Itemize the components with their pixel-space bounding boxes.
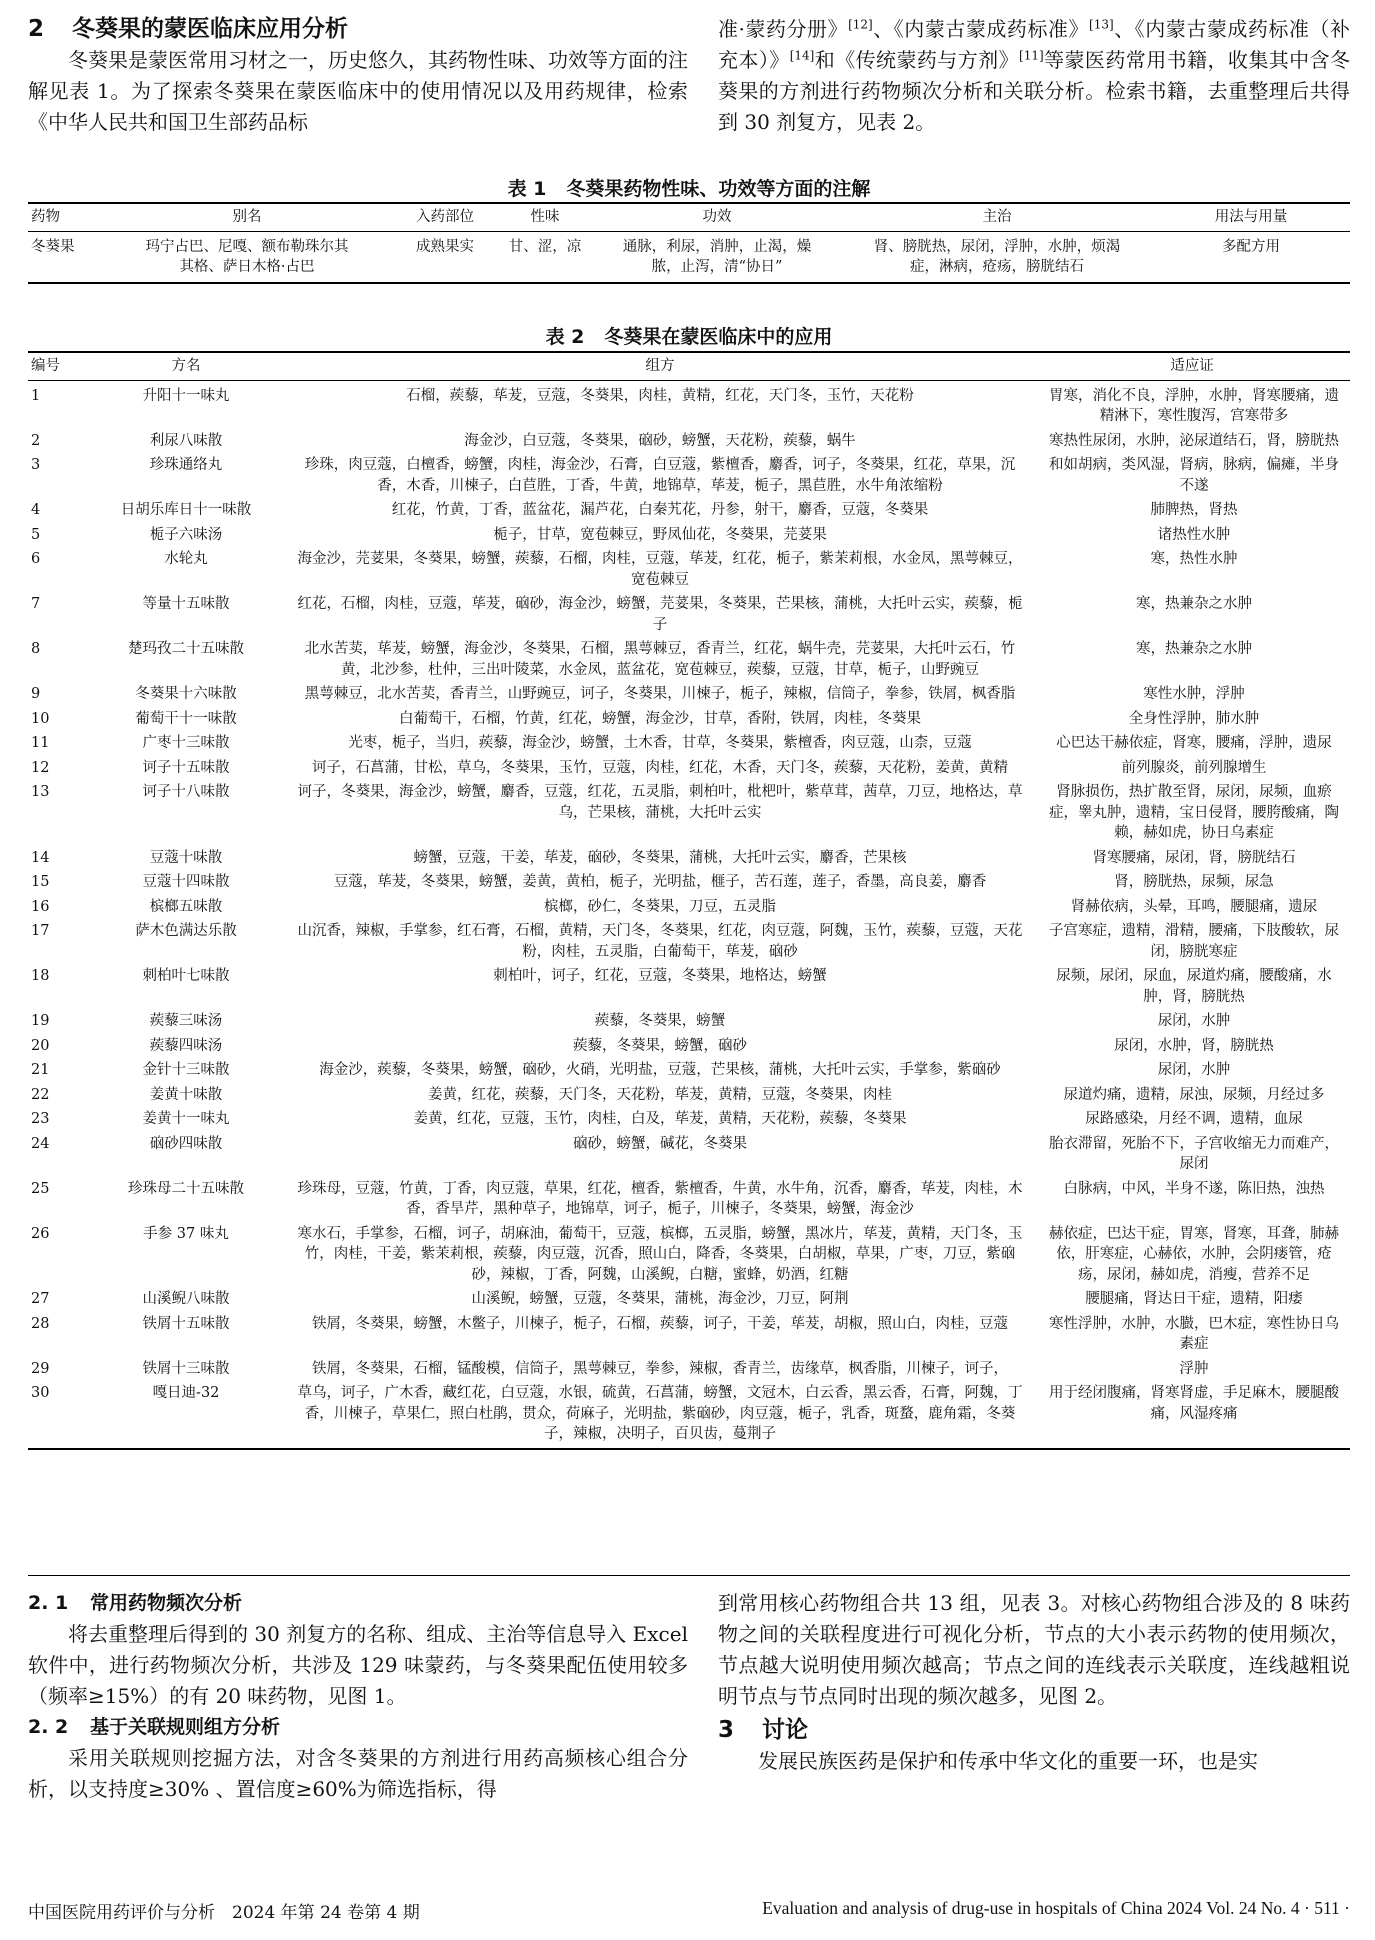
table-cell-indication: 肾寒腰痛，尿闭，肾，膀胱结石 [1092,849,1296,866]
table-cell-formula-name: 豆蔻十四味散 [142,874,230,890]
table-cell-composition: 螃蟹，豆蔻，干姜，荜茇，硇砂，冬葵果，蒲桃，大托叶云实，麝香，芒果核 [413,849,907,866]
table-2-header-row [28,352,1350,380]
table-cell-indication: 肺脾热，肾热 [1150,502,1238,518]
table-cell-number: 25 [31,1180,50,1197]
table-cell-indication: 前列腺炎，前列腺增生 [1121,759,1267,776]
table-row [28,1059,1350,1084]
table-cell-indication: 胎衣滞留，死胎不下，子宫收缩无力而难产，尿闭 [1049,1135,1339,1172]
table-cell-formula-name: 蒺藜四味汤 [149,1037,223,1054]
table-cell-indication: 尿闭，水肿，肾，膀胱热 [1114,1037,1274,1054]
table-row [28,1010,1350,1035]
table-cell-composition: 红花，竹黄，丁香，蓝盆花，漏芦花，白秦艽花，丹参，射干，麝香，豆蔻，冬葵果 [391,502,929,518]
table-header-cell: 别名 [232,209,262,225]
table-cell-indication: 子宫寒症，遗精，滑精，腰痛，下肢酸软，尿闭，膀胱寒症 [1049,923,1339,960]
table-cell-composition: 刺柏叶，诃子，红花，豆蔻，冬葵果，地格达，螃蟹 [493,968,827,984]
table-cell-formula-name: 豆蔻十味散 [149,849,223,866]
table-cell-formula-name: 铁屑十三味散 [142,1360,230,1377]
table-cell-number: 3 [31,457,41,473]
table-row [28,1382,1350,1449]
table-cell-indication: 用于经闭腹痛，肾寒肾虚，手足麻木，腰腿酸痛，风湿疼痛 [1049,1385,1339,1422]
table-cell-number: 11 [31,735,50,751]
table-1-title: 冬葵果药物性味、功效等方面的注解 [566,178,871,200]
table-cell-indication: 肾脉损伤，热扩散至肾，尿闭，尿频，血瘀症，睾丸肿，遗精，宝日侵肾，腰胯酸痛，陶赖，赫如虎，协日乌素症 [1049,784,1339,841]
table-cell-composition: 蒺藜，冬葵果，螃蟹，硇砂 [573,1037,747,1054]
table-row [28,781,1350,847]
table-cell-formula-name: 铁屑十五味散 [142,1315,230,1332]
table-cell-formula-name: 葡萄干十一味散 [135,710,237,727]
section-2-2-paragraph-continuation: 到常用核心药物组合共 13 组，见表 3。对核心药物组合涉及的 8 味药物之间的关联程度进行可视化分析，节点的大小表示药物的使用频次，节点越大说明使用频次越高；节点之间的连线表示关联度，连线越粗说明节点与节点同时出现的频次越多，见图 2。 [718,1591,1350,1708]
table-cell-composition: 诃子，石菖蒲，甘松，草乌，冬葵果，玉竹，豆蔻，肉桂，红花，木香，天门冬，蒺藜，天花粉，姜黄，黄精 [312,759,1008,776]
table-cell-formula-name: 金针十三味散 [142,1062,230,1078]
table-row [28,548,1350,593]
table-cell-effect: 通脉，利尿，消肿，止渴，燥脓，止泻，清“协日” [622,238,812,275]
reference-14: [14] [789,48,815,63]
table-row [28,454,1350,499]
table-header-cell: 性味 [530,209,560,225]
table-row [28,380,1350,430]
table-cell-composition: 山溪鲵，螃蟹，豆蔻，冬葵果，蒲桃，海金沙，刀豆，阿荆 [471,1291,849,1307]
table-header-cell: 方名 [171,358,201,374]
table-cell-number: 2 [31,432,41,449]
section-2-title: 冬葵果的蒙医临床应用分析 [72,16,348,42]
section-2-intro-continuation: 准·蒙药分册》[12]、《内蒙古蒙成药标准》[13]、《内蒙古蒙成药标准（补充本）》[14]和《传统蒙药与方剂》[11]等蒙医药常用书籍，收集其中含冬葵果的方剂进行药物频次分析和关联分析。检索书籍，去重整理后共得到 30 剂复方，见表 2。 [718,17,1351,134]
table-cell-indication: 尿道灼痛，遗精，尿浊，尿频，月经过多 [1063,1086,1325,1103]
table-cell-formula-name: 姜黄十味散 [149,1086,223,1103]
footer-journal-chinese: 中国医院用药评价与分析 2024 年第 24 卷第 4 期 [28,1903,420,1923]
table-row [28,1288,1350,1313]
table-cell-composition: 北水苦荬，荜茇，螃蟹，海金沙，冬葵果，石榴，黑萼棘豆，香青兰，红花，蜗牛壳，芫荽果，大托叶云石，竹黄，北沙参，杜仲，三出叶陵菜，水金凤，蓝盆花，宽苞棘豆，蒺藜，豆蔻，甘草，栀子，山野豌豆 [304,641,1016,678]
table-cell-composition: 海金沙，蒺藜，冬葵果，螃蟹，硇砂，火硝，光明盐，豆蔻，芒果核，蒲桃，大托叶云实，手掌参，紫硇砂 [319,1062,1001,1078]
table-cell-indication: 尿频，尿闭，尿血，尿道灼痛，腰酸痛，水肿，肾，膀胱热 [1056,968,1332,1005]
table-cell-number: 5 [31,526,41,543]
table-2-title: 冬葵果在蒙医临床中的应用 [604,326,833,348]
section-2-2-paragraph: 采用关联规则挖掘方法，对含冬葵果的方剂进行用药高频核心组合分析，以支持度≥30% 、置信度≥60%为筛选指标，得 [28,1746,688,1801]
table-cell-composition: 蒺藜，冬葵果，螃蟹 [594,1013,726,1029]
table-cell-number: 23 [31,1111,50,1127]
footer-journal-english: Evaluation and analysis of drug-use in hospitals of China 2024 Vol. 24 No. 4 · 511 · [762,1898,1350,1918]
table-cell-composition: 珍珠，肉豆蔻，白檀香，螃蟹，肉桂，海金沙，石膏，白豆蔻，紫檀香，麝香，诃子，冬葵果，红花，草果，沉香，木香，川楝子，白苣胜，丁香，牛黄，地锦草，荜茇，栀子，黑苣胜，水牛角浓缩粉 [304,457,1016,494]
table-header-cell: 编号 [31,358,60,374]
reference-13: [13] [1089,17,1114,32]
table-cell-indication: 寒性浮肿，水肿，水臌，巴木症，寒性协日乌素症 [1049,1315,1339,1352]
table-2-body [28,380,1350,1449]
table-cell-formula-name: 楚玛孜二十五味散 [128,641,244,657]
table-cell-formula-name: 姜黄十一味丸 [142,1111,230,1127]
table-cell-formula-name: 诃子十八味散 [142,784,230,800]
table-cell-number: 24 [31,1135,50,1152]
table-cell-number: 7 [31,596,41,612]
section-2-right-column [718,14,1350,138]
table-cell-number: 22 [31,1086,50,1103]
table-cell-composition: 海金沙，白豆蔻，冬葵果，硇砂，螃蟹，天花粉，蒺藜，蜗牛 [464,432,856,449]
table-cell-part: 成熟果实 [416,238,474,255]
section-2-1-heading: 2. 1 常用药物频次分析 [28,1592,243,1614]
table-cell-indication: 寒，热兼杂之水肿 [1136,641,1252,657]
table-cell-indication: 全身性浮肿，肺水肿 [1128,710,1260,727]
table-row [28,965,1350,1010]
reference-11: [11] [1019,48,1044,63]
section-3-heading: 3 讨论 [718,1717,808,1743]
table-cell-composition: 珍珠母，豆蔻，竹黄，丁香，肉豆蔻，草果，红花，檀香，紫檀香，牛黄，水牛角，沉香，麝香，荜茇，肉桂，木香，香旱芹，黑种草子，地锦草，诃子，栀子，川楝子，冬葵果，螃蟹，海金沙 [297,1180,1023,1217]
table-cell-taste: 甘、涩，凉 [508,238,582,255]
table-row [28,1358,1350,1383]
table-cell-indication: 寒热性尿闭，水肿，泌尿道结石，肾，膀胱热 [1049,432,1339,449]
table-cell-number: 20 [31,1037,50,1054]
table-cell-composition: 诃子，冬葵果，海金沙，螃蟹，麝香，豆蔻，红花，五灵脂，刺柏叶，枇杷叶，紫草茸，茜草，刀豆，地格达，草乌，芒果核，蒲桃，大托叶云实 [297,784,1023,821]
table-cell-indication: 肾，膀胱热，尿频，尿急 [1114,874,1274,890]
table-cell-composition: 槟榔，砂仁，冬葵果，刀豆，五灵脂 [544,898,776,915]
table-row [28,920,1350,965]
table-cell-number: 21 [31,1062,50,1078]
table-cell-formula-name: 珍珠通络丸 [149,457,223,473]
table-cell-formula-name: 蒺藜三味汤 [149,1013,223,1029]
table-cell-number: 16 [31,898,50,915]
table-cell-number: 9 [31,686,41,702]
table-cell-indication: 浮肿 [1179,1360,1209,1377]
table-row [28,896,1350,921]
table-cell-number: 6 [31,551,41,567]
table-cell-composition: 白葡萄干，石榴，竹黄，红花，螃蟹，海金沙，甘草，香附，铁屑，肉桂，冬葵果 [399,710,921,727]
table-cell-formula-name: 萨木色满达乐散 [135,923,237,939]
table-cell-composition: 硇砂，螃蟹，碱花，冬葵果 [573,1135,747,1152]
table-row [28,1178,1350,1223]
table-cell-indication: 尿闭，水肿 [1157,1062,1231,1078]
table-cell-composition: 铁屑，冬葵果，石榴，锰酸模，信筒子，黑萼棘豆，拳参，辣椒，香青兰，齿缘草，枫香脂，川楝子，诃子， [312,1360,1008,1377]
table-cell-composition: 山沉香，辣椒，手掌参，红石膏，石榴，黄精，天门冬，冬葵果，红花，肉豆蔻，阿魏，玉竹，蒺藜，豆蔻，天花粉，肉桂，五灵脂，白葡萄干，荜茇，硇砂 [297,923,1023,960]
table-cell-number: 15 [31,874,50,890]
table-cell-indication: 和如胡病，类风湿，肾病，脉病，偏瘫，半身不遂 [1049,457,1339,494]
table-cell-number: 13 [31,784,50,800]
table-header-cell: 入药部位 [416,209,474,225]
table-cell-number: 14 [31,849,50,866]
table-row [28,430,1350,455]
table-cell-composition: 铁屑，冬葵果，螃蟹，木鳖子，川楝子，栀子，石榴，蒺藜，诃子，干姜，荜茇，胡椒，照山白，肉桂，豆蔻 [312,1315,1008,1332]
lower-left-column [28,1588,688,1805]
table-cell-composition: 石榴，蒺藜，荜茇，豆蔻，冬葵果，肉桂，黄精，红花，天门冬，玉竹，天花粉 [406,387,914,404]
table-cell-number: 12 [31,759,50,776]
table-header-cell: 适应证 [1170,358,1214,374]
table-cell-composition: 豆蔻，荜茇，冬葵果，螃蟹，姜黄，黄柏，栀子，光明盐，榧子，苦石莲，莲子，香墨，高良姜，麝香 [333,874,987,890]
table-cell-composition: 海金沙，芫荽果，冬葵果，螃蟹，蒺藜，石榴，肉桂，豆蔻，荜茇，红花，栀子，紫茉莉根，水金凤，黑萼棘豆，宽苞棘豆 [297,551,1023,588]
table-cell-number: 18 [31,968,50,984]
table-cell-formula-name: 水轮丸 [164,551,208,567]
table-cell-number: 10 [31,710,50,727]
table-cell-formula-name: 冬葵果十六味散 [135,686,237,702]
table-cell-formula-name: 槟榔五味散 [149,898,223,915]
table-cell-number: 17 [31,923,50,939]
table-header-cell: 功效 [702,209,732,225]
table-cell-formula-name: 栀子六味汤 [149,526,223,543]
section-2-intro-paragraph: 冬葵果是蒙医常用习材之一，历史悠久，其药物性味、功效等方面的注解见表 1。为了探索冬葵果在蒙医临床中的使用情况以及用药规律，检索《中华人民共和国卫生部药品标 [28,48,688,134]
table-row [28,732,1350,757]
table-cell-number: 1 [31,387,41,404]
table-cell-number: 4 [31,502,41,518]
table-cell-indication: 赫依症，巴达干症，胃寒，肾寒，耳聋，肺赫依，肝寒症，心赫依，水肿，会阴瘘管，疮疡，尿闭，赫如虎，消瘦，营养不足 [1049,1225,1339,1283]
table-cell-composition: 黑萼棘豆，北水苦荬，香青兰，山野豌豆，诃子，冬葵果，川楝子，栀子，辣椒，信筒子，拳参，铁屑，枫香脂 [304,686,1016,702]
table-cell-indication: 尿闭，水肿 [1157,1013,1231,1029]
table-cell-number: 30 [31,1385,50,1401]
table-cell-indication: 尿路感染，月经不调，遗精，血尿 [1085,1111,1303,1127]
table-cell-number: 29 [31,1360,50,1377]
table-cell-formula-name: 诃子十五味散 [142,759,230,776]
table-row [28,1223,1350,1289]
table-cell-indication: 诸热性水肿 [1157,526,1231,543]
table-header-cell: 主治 [982,209,1012,225]
table-cell-formula-name: 硇砂四味散 [149,1135,223,1152]
table-cell-indication: 白脉病，中风，半身不遂，陈旧热，浊热 [1063,1180,1325,1197]
table-cell-formula-name: 利尿八味散 [149,432,223,449]
table-2-caption [28,322,1350,349]
section-2-left-column [28,14,688,138]
table-cell-composition: 草乌，诃子，广木香，藏红花，白豆蔻，水银，硫黄，石菖蒲，螃蟹，文冠木，白云香，黑云香，石膏，阿魏，丁香，川楝子，草果仁，照白杜鹃，贯众，荷麻子，光明盐，紫硇砂，肉豆蔻，栀子，乳香，斑蝥，鹿角霜，冬葵子，辣椒，决明子，百贝齿，蔓荆子 [297,1385,1023,1442]
table-row [28,638,1350,683]
table-header-cell: 用法与用量 [1214,209,1288,225]
table-1 [28,202,1350,284]
table-cell-indication: 寒性水肿，浮肿 [1143,686,1245,702]
table-row [28,757,1350,782]
table-cell-indication: 肾、膀胱热，尿闭，浮肿，水肿，烦渴症，淋病，疮疡，膀胱结石 [873,238,1121,275]
table-row [28,1108,1350,1133]
table-1-header-row [28,203,1350,231]
table-row [28,708,1350,733]
table-cell-indication: 寒，热性水肿 [1150,551,1238,567]
table-row [28,1133,1350,1178]
table-cell-drug: 冬葵果 [31,238,75,255]
table-row [28,683,1350,708]
table-cell-composition: 光枣，栀子，当归，蒺藜，海金沙，螃蟹，土木香，甘草，冬葵果，紫檀香，肉豆蔻，山柰，豆蔻 [348,735,972,751]
table-cell-number: 19 [31,1013,50,1029]
section-2-2-heading: 2. 2 基于关联规则组方分析 [28,1716,281,1738]
table-cell-composition: 红花，石榴，肉桂，豆蔻，荜茇，硇砂，海金沙，螃蟹，芫荽果，冬葵果，芒果核，蒲桃，大托叶云实，蒺藜，栀子 [297,596,1023,633]
table-cell-formula-name: 升阳十一味丸 [142,387,230,404]
table-2-number: 表 2 [545,326,585,348]
table-row [28,499,1350,524]
table-1-caption [28,174,1350,201]
table-header-cell: 组方 [645,358,675,374]
table-row [28,1035,1350,1060]
table-cell-formula-name: 日胡乐库日十一味散 [120,502,252,518]
table-cell-number: 27 [31,1291,50,1307]
table-row [28,871,1350,896]
table-1-number: 表 1 [507,178,547,200]
table-header-cell: 药物 [31,209,60,225]
table-row [28,847,1350,872]
lower-right-column [718,1588,1350,1777]
table-cell-formula-name: 广枣十三味散 [142,735,230,751]
table-row [28,593,1350,638]
table-cell-composition: 寒水石，手掌参，石榴，诃子，胡麻油，葡萄干，豆蔻，槟榔，五灵脂，螃蟹，黑冰片，荜茇，黄精，天门冬，玉竹，肉桂，干姜，紫茉莉根，蒺藜，肉豆蔻，沉香，照山白，降香，冬葵果，白胡椒，草果，广枣，刀豆，紫硇砂，辣椒，丁香，阿魏，山溪鲵，白糖，蜜蜂，奶酒，红糖 [297,1225,1023,1283]
table-2 [28,351,1350,1450]
table-cell-indication: 胃寒，消化不良，浮肿，水肿，肾寒腰痛，遗精淋下，寒性腹泻，宫寒带多 [1049,387,1339,424]
table-cell-number: 28 [31,1315,50,1332]
table-cell-indication: 寒，热兼杂之水肿 [1136,596,1252,612]
table-cell-formula-name: 等量十五味散 [142,596,230,612]
section-3-paragraph: 发展民族医药是保护和传承中华文化的重要一环，也是实 [758,1749,1258,1773]
table-cell-number: 26 [31,1225,50,1242]
table-cell-composition: 姜黄，红花，豆蔻，玉竹，肉桂，白及，荜茇，黄精，天花粉，蒺藜，冬葵果 [413,1111,907,1127]
table-row [28,1084,1350,1109]
table-cell-formula-name: 手参 37 味丸 [143,1225,229,1242]
table-row [28,231,1350,283]
table-cell-formula-name: 刺柏叶七味散 [142,968,230,984]
table-cell-usage: 多配方用 [1222,238,1280,255]
table-cell-indication: 腰腿痛，肾达日干症，遗精，阳痿 [1085,1291,1303,1307]
table-cell-alias: 玛宁占巴、尼嘎、额布勒珠尔其其格、萨日木格·占巴 [145,238,349,275]
table-cell-formula-name: 珍珠母二十五味散 [128,1180,244,1197]
section-2-1-paragraph: 将去重整理后得到的 30 剂复方的名称、组成、主治等信息导入 Excel 软件中，进行药物频次分析，共涉及 129 味蒙药，与冬葵果配伍使用较多（频率≥15%）的有 20 味药物，见图 1。 [28,1622,688,1708]
table-cell-indication: 心巴达干赫依症，肾寒，腰痛，浮肿，遗尿 [1056,735,1332,751]
table-cell-number: 8 [31,641,41,657]
table-cell-composition: 姜黄，红花，蒺藜，天门冬，天花粉，荜茇，黄精，豆蔻，冬葵果，肉桂 [428,1086,892,1103]
table-row [28,524,1350,549]
table-cell-composition: 栀子，甘草，宽苞棘豆，野凤仙花，冬葵果，芫荽果 [493,526,827,543]
table-cell-formula-name: 嘎日迪-32 [152,1385,220,1401]
table-2-bottom-rule [28,1575,1350,1576]
reference-12: [12] [848,17,873,32]
section-2-heading [28,14,688,45]
table-row [28,1313,1350,1358]
table-cell-formula-name: 山溪鲵八味散 [142,1291,230,1307]
table-cell-indication: 肾赫依病，头晕，耳鸣，腰腿痛，遗尿 [1070,898,1318,915]
section-2-number: 2 [28,16,45,42]
